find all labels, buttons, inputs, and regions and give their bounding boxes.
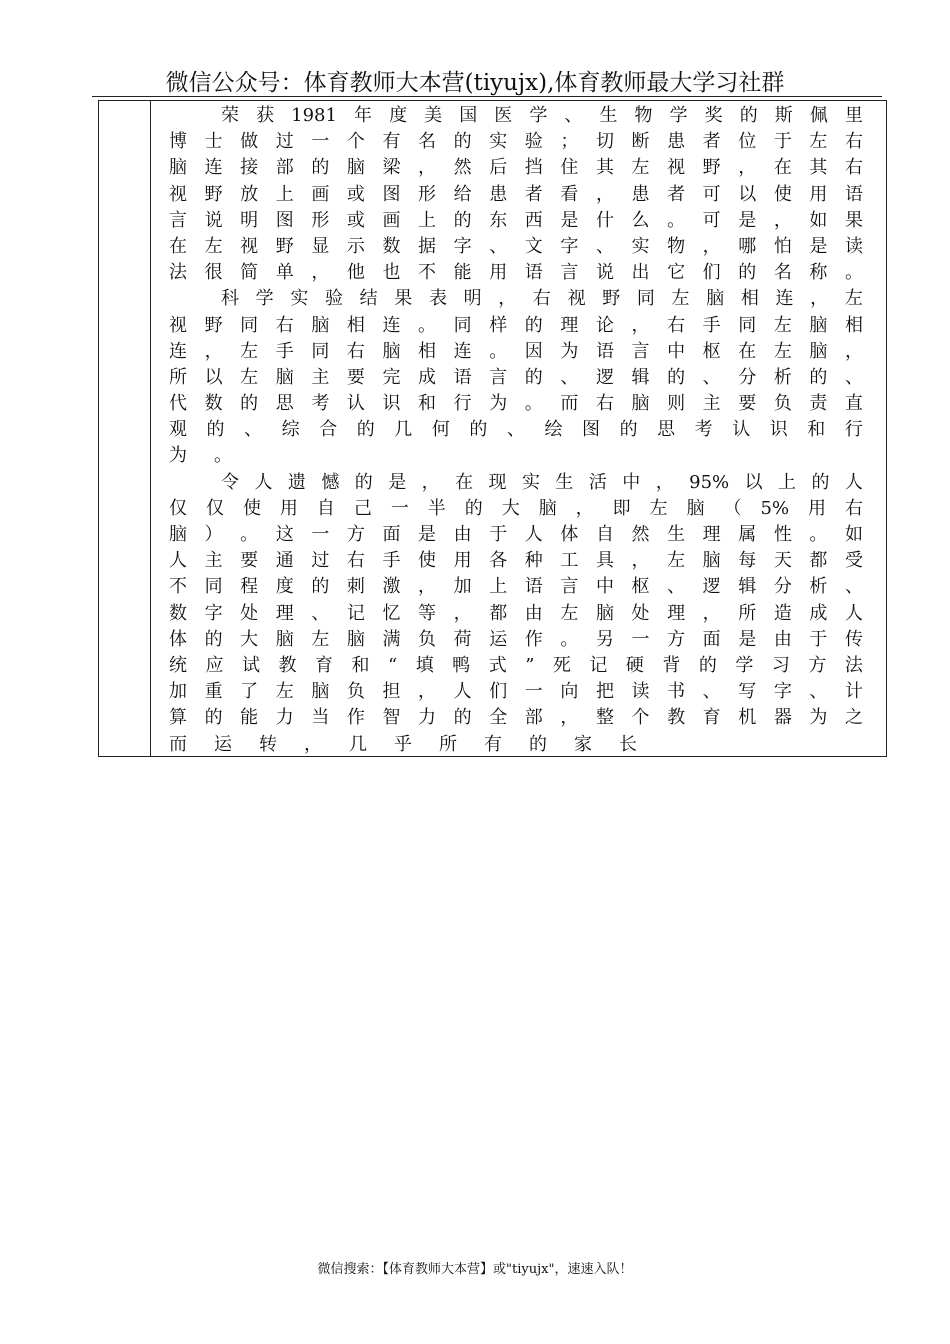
body-line: 视 野 同 右 脑 相 连 。 同 样 的 理 论 ， 右 手 同 左 脑 相: [169, 314, 863, 336]
body-line: 统 应 试 教 育 和 “ 填 鸭 式 ” 死 记 硬 背 的 学 习 方 法: [169, 654, 863, 676]
body-line: 代 数 的 思 考 认 识 和 行 为 。 而 右 脑 则 主 要 负 责 直: [169, 393, 863, 415]
body-line: 脑 连 接 部 的 脑 梁 ， 然 后 挡 住 其 左 视 野 ， 在 其 右: [169, 157, 863, 179]
body-line: 而 运 转 ， 几 乎 所 有 的 家 长: [169, 733, 637, 755]
document-table: [98, 100, 887, 757]
body-line: 脑 ） 。 这 一 方 面 是 由 于 人 体 自 然 生 理 属 性 。 如: [169, 524, 863, 545]
body-line: 博 士 做 过 一 个 有 名 的 实 验 ； 切 断 患 者 位 于 左 右: [169, 131, 863, 153]
body-line: 连 ， 左 手 同 右 脑 相 连 。 因 为 语 言 中 枢 在 左 脑 ，: [169, 340, 863, 362]
body-line: 加 重 了 左 脑 负 担 ， 人 们 一 向 把 读 书 、 写 字 、 计: [169, 681, 863, 703]
body-line: 令 人 遗 憾 的 是 ， 在 现 实 生 活 中 ， 95% 以 上 的 人: [221, 471, 863, 493]
body-line: 为 。: [169, 445, 232, 467]
page-footer: 微信搜索：【体育教师大本营】或"tiyujx"，速速入队！: [317, 1262, 633, 1277]
body-line: 所 以 左 脑 主 要 完 成 语 言 的 、 逻 辑 的 、 分 析 的 、: [169, 366, 863, 388]
table-left-column: [99, 101, 151, 756]
body-line: 法 很 简 单 ， 他 也 不 能 用 语 言 说 出 它 们 的 名 称 。: [169, 262, 863, 284]
body-text: [169, 103, 863, 758]
body-line: 人 主 要 通 过 右 手 使 用 各 种 工 具 ， 左 脑 每 天 都 受: [169, 550, 863, 572]
body-line: 荣 获 1981 年 度 美 国 医 学 、 生 物 学 奖 的 斯 佩 里: [221, 105, 863, 126]
body-line: 算 的 能 力 当 作 智 力 的 全 部 ， 整 个 教 育 机 器 为 之: [169, 707, 863, 729]
body-line: 体 的 大 脑 左 脑 满 负 荷 运 作 。 另 一 方 面 是 由 于 传: [169, 628, 863, 650]
body-line: 科 学 实 验 结 果 表 明 ， 右 视 野 同 左 脑 相 连 ， 左: [221, 288, 863, 310]
page-header-title: 微信公众号：体育教师大本营(tiyujx),体育教师最大学习社群: [165, 70, 785, 96]
body-line: 视 野 放 上 画 或 图 形 给 患 者 看 ， 患 者 可 以 使 用 语: [169, 183, 863, 205]
header-divider: [92, 96, 882, 97]
body-line: 言 说 明 图 形 或 画 上 的 东 西 是 什 么 。 可 是 ， 如 果: [169, 209, 863, 231]
body-line: 在 左 视 野 显 示 数 据 字 、 文 字 、 实 物 ， 哪 怕 是 读: [169, 235, 863, 257]
body-line: 观 的 、 综 合 的 几 何 的 、 绘 图 的 思 考 认 识 和 行: [169, 419, 863, 441]
body-line: 不 同 程 度 的 刺 激 ， 加 上 语 言 中 枢 、 逻 辑 分 析 、: [169, 576, 863, 598]
body-line: 数 字 处 理 、 记 忆 等 ， 都 由 左 脑 处 理 ， 所 造 成 人: [169, 602, 863, 624]
body-line: 仅 仅 使 用 自 己 一 半 的 大 脑 ， 即 左 脑 （ 5% 用 右: [169, 497, 863, 519]
